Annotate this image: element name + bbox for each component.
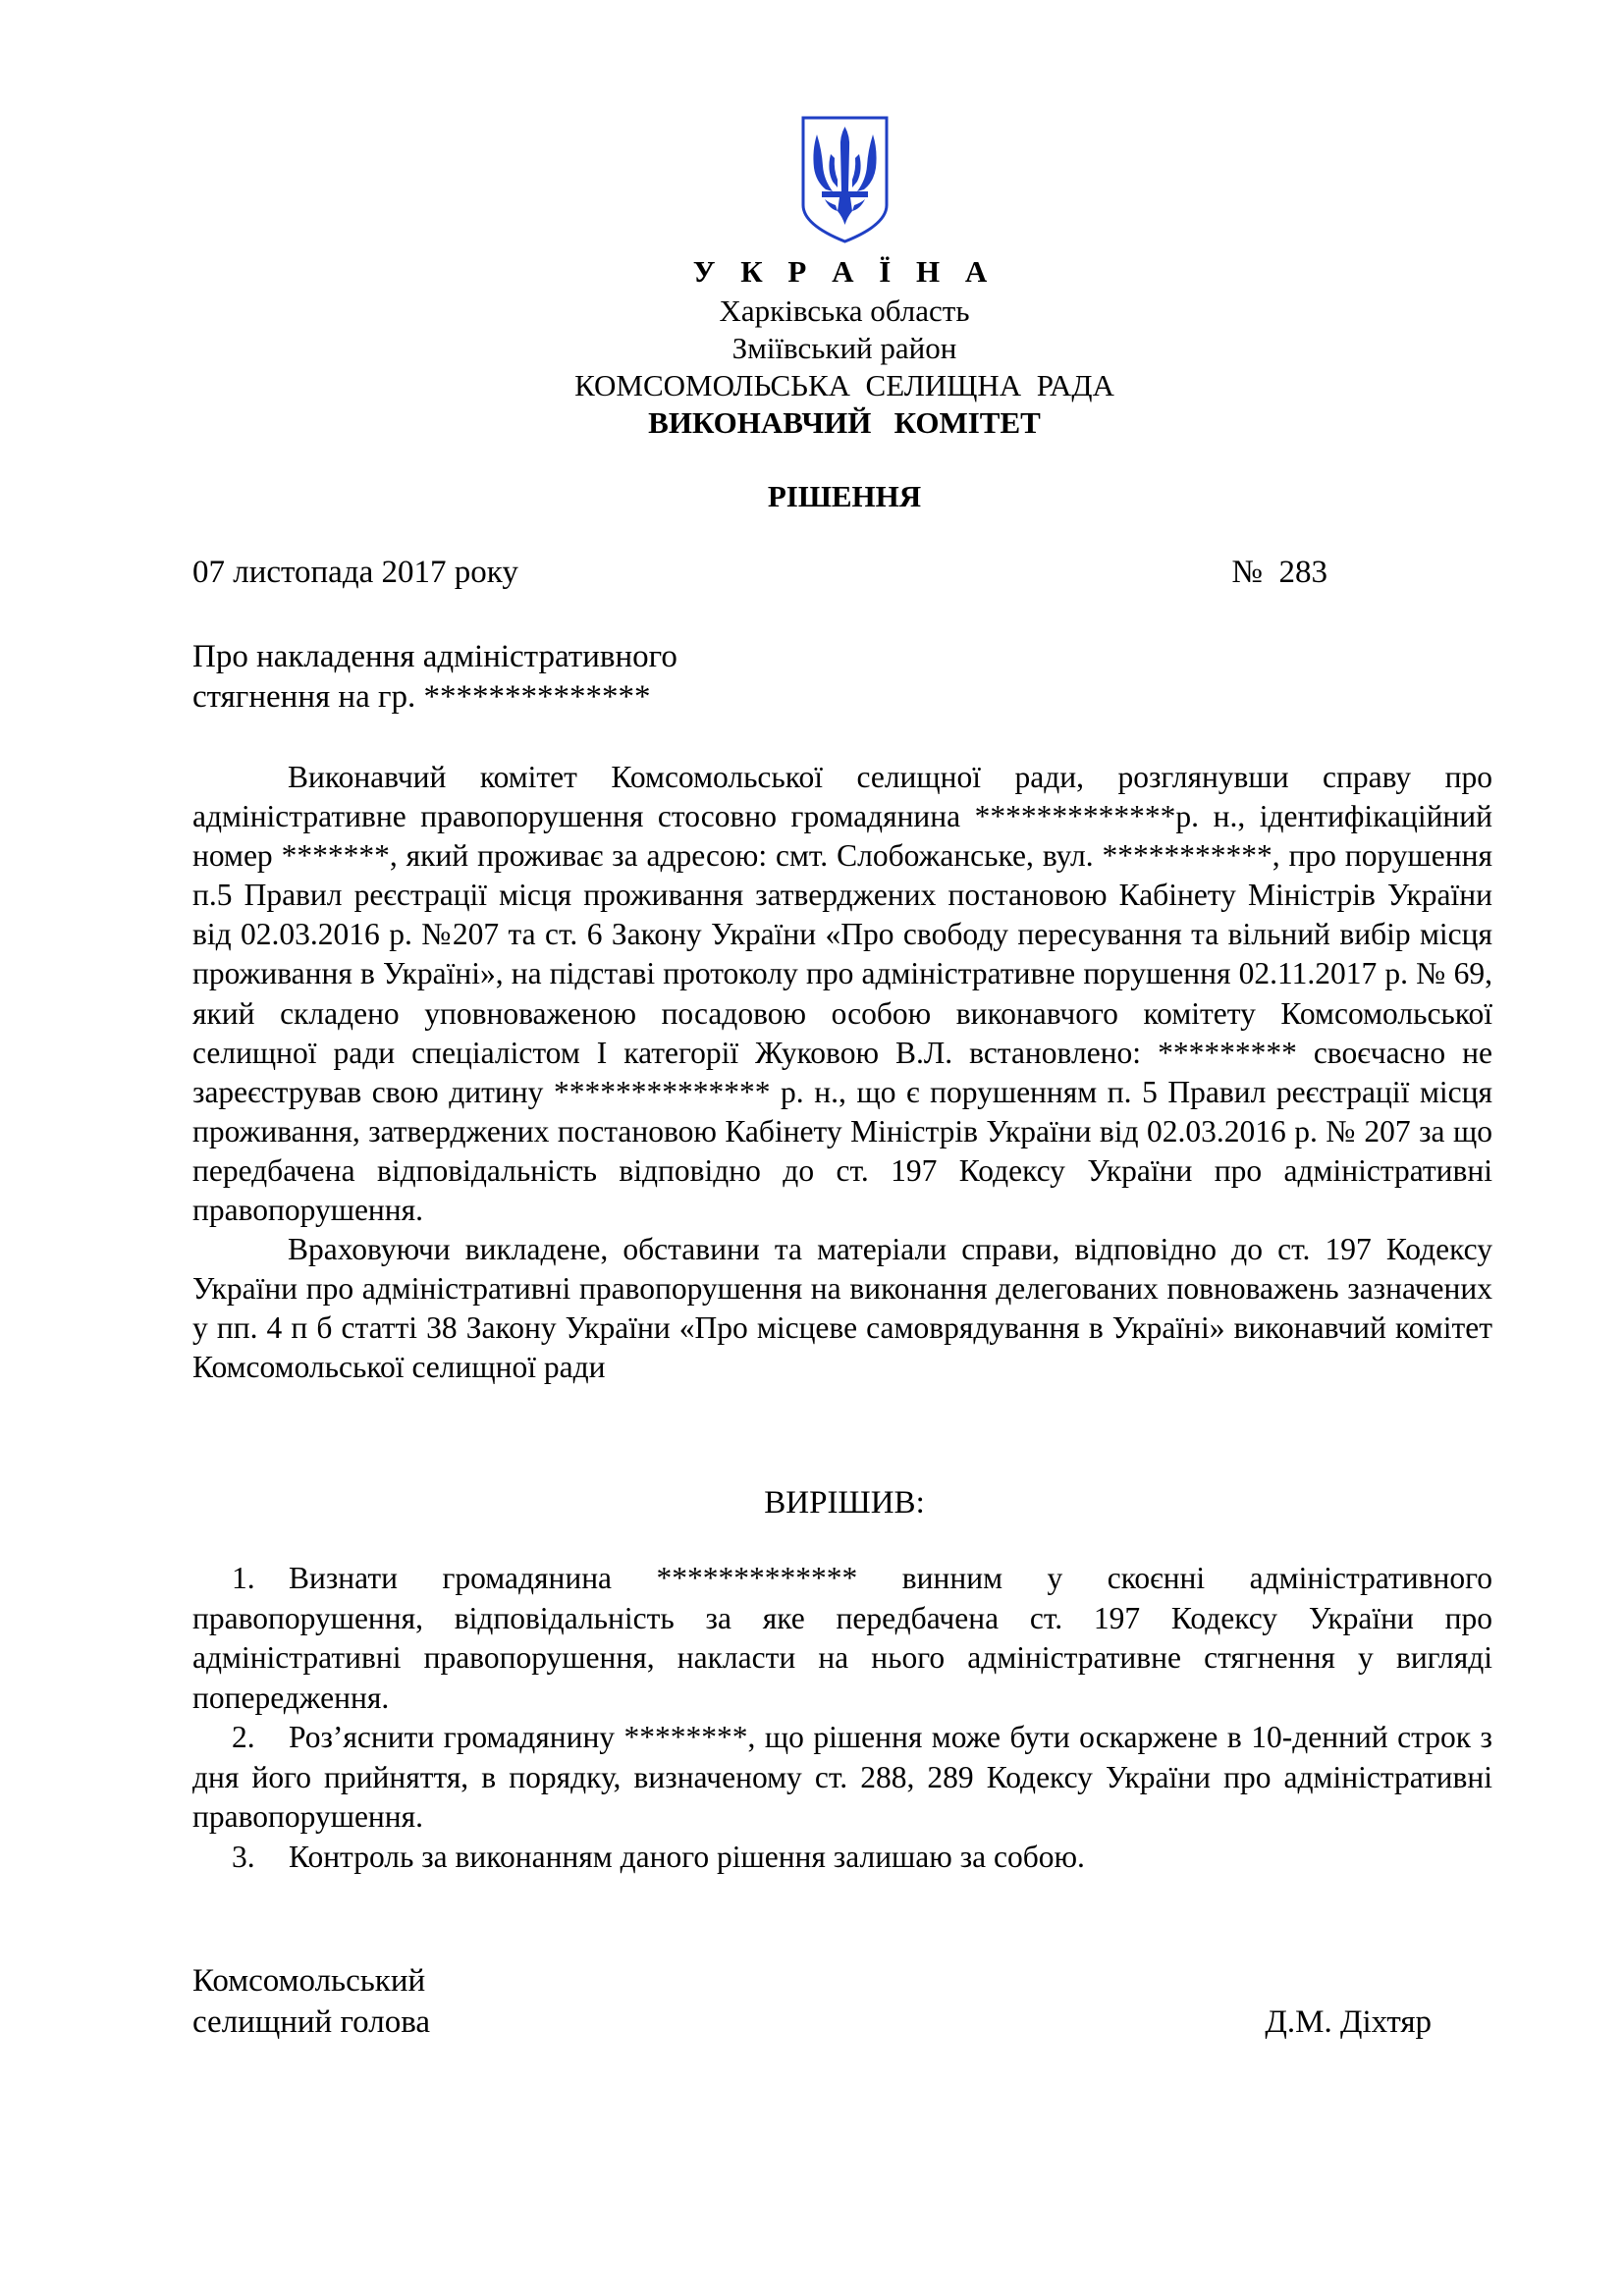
list-item [192, 1718, 1492, 1838]
body-paragraph: Виконавчий комітет Комсомольської селищної ради, розглянувши справу про адміністративне правопорушення стосовно громадянина *************р. н., ідентифікаційний номер *******, який проживає за адресою: смт. Слобожанське, вул. ***********, про порушення п.5 Правил реєстрації місця проживання затверджених постановою Кабінету Міністрів України від 02.03.2016 р. №207 та ст. 6 Закону України «Про свободу пересування та вільний вибір місця проживання в Україні», на підставі протоколу про адміністративне порушення 02.11.2017 р. № 69, який складено уповноваженою посадовою особою виконавчого комітету Комсомольської селищної ради спеціалістом І категорії Жуковою В.Л. встановлено: ********* своєчасно не зареєстрував свою дитину ************** р. н., що є порушенням п. 5 Правил реєстрації місця проживання, затверджених постановою Кабінету Міністрів України від 02.03.2016 р. № 207 за що передбачена відповідальність відповідно до ст. 197 Кодексу України про адміністративні правопорушення. [192, 760, 1492, 1228]
decision-subject [192, 637, 677, 718]
signatory-name: Д.М. Діхтяр [1265, 2004, 1432, 2040]
trident-coat-of-arms-icon [800, 115, 890, 244]
list-item-number: 1. [232, 1561, 255, 1595]
signatory-position [192, 1960, 430, 2043]
list-item-number: 3. [232, 1839, 255, 1874]
decision-number: № 283 [1231, 555, 1327, 590]
decision-date: 07 листопада 2017 року [192, 555, 518, 590]
list-item [192, 1838, 1492, 1878]
header-committee: ВИКОНАВЧИЙ КОМІТЕТ [648, 405, 1041, 440]
header-country: У К Р А Ї Н А [692, 254, 997, 289]
body-paragraph: Враховуючи викладене, обставини та матеріали справи, відповідно до ст. 197 Кодексу України про адміністративні правопорушення на виконання делегованих повноважень зазначених у пп. 4 п б статті 38 Закону України «Про місцеве самоврядування в Україні» виконавчий комітет Комсомольської селищної ради [192, 1232, 1492, 1385]
signatory-position-line: селищний голова [192, 2004, 431, 2040]
document-type-title: РІШЕННЯ [767, 479, 922, 513]
list-item-text: Контроль за виконанням даного рішення залишаю за собою. [289, 1839, 1085, 1874]
resolved-heading: ВИРІШИВ: [764, 1485, 925, 1521]
decision-items-list [192, 1559, 1492, 1877]
list-item [192, 1559, 1492, 1718]
header-region: Харківська область [719, 294, 970, 328]
header-district: Зміївський район [731, 331, 957, 365]
subject-line: Про накладення адміністративного [192, 639, 677, 674]
list-item-text: Визнати громадянина ************* винним у скоєнні адміністративного правопорушення, відповідальність за яке передбачена ст. 197 Кодексу України про адміністративні правопорушення, накласти на нього адміністративне стягнення у вигляді попередження. [192, 1561, 1492, 1715]
decision-body [192, 758, 1492, 1388]
signatory-position-line: Комсомольський [192, 1963, 426, 1999]
subject-line: стягнення на гр. ************** [192, 679, 651, 715]
header-council: КОМСОМОЛЬСЬКА СЕЛИЩНА РАДА [574, 368, 1114, 402]
list-item-text: Роз’яснити громадянину ********, що рішення може бути оскаржене в 10-денний строк з дня його прийняття, в порядку, визначеному ст. 288, 289 Кодексу України про адміністративні правопорушення. [192, 1720, 1492, 1834]
list-item-number: 2. [232, 1720, 255, 1754]
